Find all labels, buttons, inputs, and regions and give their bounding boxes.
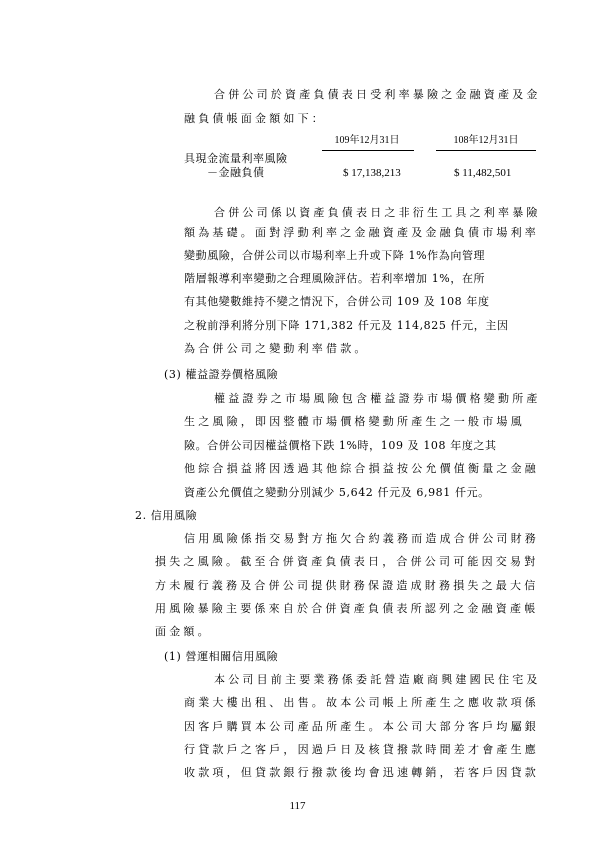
column-header-2019: 108年12月31日	[453, 135, 519, 146]
paragraph-line: 階層報導利率變動之合理風險評估。若利率增加 1%，在所	[184, 272, 486, 285]
paragraph-line: 合併公司係以資產負債表日之非衍生工具之利率暴險	[214, 206, 541, 219]
paragraph-line: 額為基礎。面對浮動利率之金融資產及金融負債市場利率	[184, 226, 539, 239]
paragraph-line: 他綜合損益將因透過其他綜合損益按公允價值衡量之金融	[184, 462, 539, 475]
paragraph-line: 資產公允價值之變動分別減少 5,642 仟元及 6,981 仟元。	[184, 486, 490, 499]
table-row-heading: 具現金流量利率風險	[184, 152, 288, 165]
table-row-label: －金融負債	[207, 166, 265, 179]
section-heading-equity-risk: (3) 權益證券價格風險	[164, 368, 279, 381]
paragraph-line: 信用風險係指交易對方拖欠合約義務而造成合併公司財務	[184, 532, 539, 545]
paragraph-line: 為合併公司之變動利率借款。	[184, 342, 369, 355]
intro-line-2: 融負債帳面金額如下：	[184, 112, 326, 125]
paragraph-line: 面金額。	[155, 625, 212, 638]
paragraph-line: 用風險暴險主要係來自於合併資產負債表所認列之金融資產帳	[155, 602, 539, 615]
section-heading-credit-risk: 2. 信用風險	[135, 509, 198, 522]
column-rule-2019	[436, 150, 536, 151]
paragraph-line: 險。合併公司因權益價格下跌 1%時，109 及 108 年度之其	[184, 439, 497, 452]
value-2020: $ 17,138,213	[343, 167, 401, 179]
paragraph-line: 方未履行義務及合併公司提供財務保證造成財務損失之最大信	[155, 579, 539, 592]
column-rule-2020	[322, 150, 414, 151]
paragraph-line: 權益證券之市場風險包含權益證券市場價格變動所產	[214, 392, 541, 405]
paragraph-line: 收款項，但貸款銀行撥款後均會迅速轉銷，若客戶因貸款	[184, 766, 539, 779]
section-heading-operating-credit-risk: (1) 營運相關信用風險	[164, 650, 279, 663]
paragraph-line: 生之風險，即因整體市場價格變動所產生之一般市場風	[184, 415, 525, 428]
paragraph-line: 損失之風險。截至合併資產負債表日，合併公司可能因交易對	[155, 555, 539, 568]
paragraph-line: 行貸款戶之客戶，因過戶日及核貸撥款時間差才會產生應	[184, 743, 539, 756]
column-header-2020: 109年12月31日	[334, 135, 400, 146]
page-number: 117	[289, 800, 306, 812]
paragraph-line: 因客戶購買本公司產品所產生。本公司大部分客戶均屬銀	[184, 720, 539, 733]
intro-line-1: 合併公司於資產負債表日受利率暴險之金融資產及金	[214, 88, 541, 101]
value-2019: $ 11,482,501	[454, 167, 512, 179]
paragraph-line: 有其他變數維持不變之情況下，合併公司 109 及 108 年度	[184, 295, 490, 308]
paragraph-line: 商業大樓出租、出售。故本公司帳上所產生之應收款項係	[184, 696, 539, 709]
paragraph-line: 變動風險，合併公司以市場利率上升或下降 1%作為向管理	[184, 249, 486, 262]
paragraph-line: 之稅前淨利將分別下降 171,382 仟元及 114,825 仟元，主因	[184, 319, 509, 332]
paragraph-line: 本公司目前主要業務係委託營造廠商興建國民住宅及	[214, 673, 541, 686]
